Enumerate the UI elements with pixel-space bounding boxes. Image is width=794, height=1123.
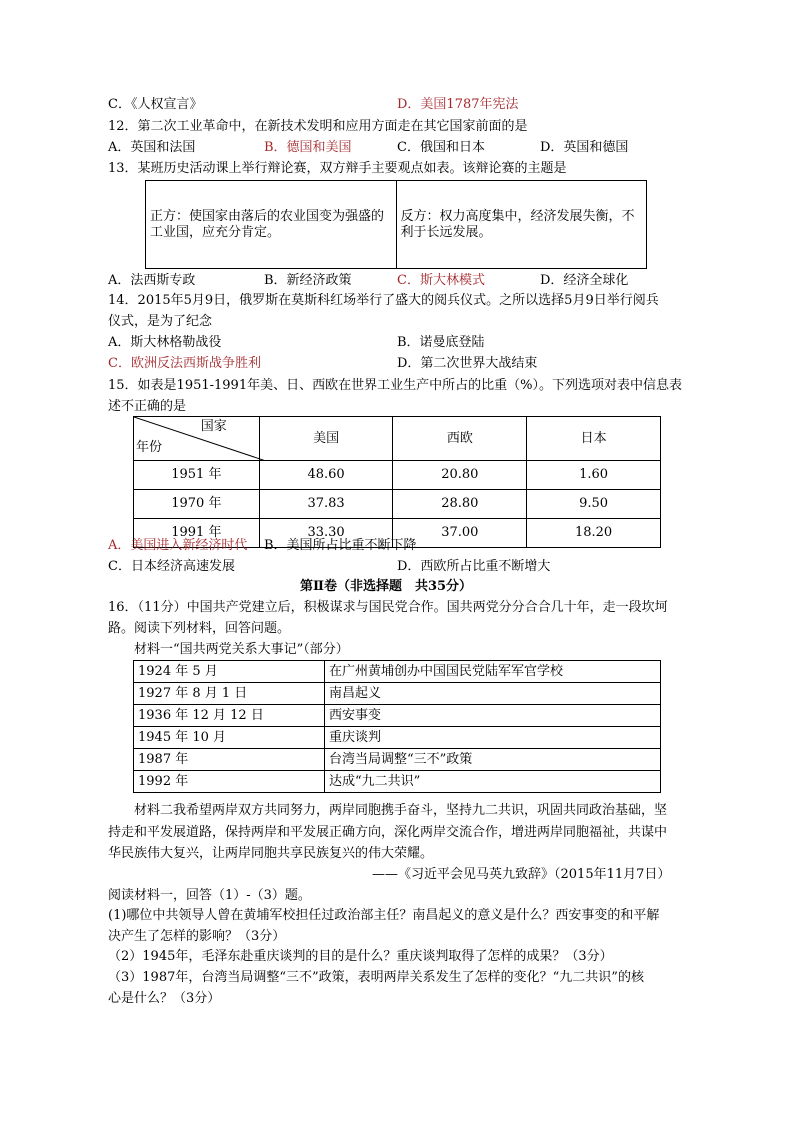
q16-event-date: 1987 年 (134, 749, 325, 771)
q16-sub3-line2: 心是什么？（3分） (108, 991, 221, 1006)
q16-events-table (133, 660, 661, 793)
q15-col-header: 日本 (527, 417, 661, 461)
q15-year-cell: 1991 年 (134, 519, 260, 548)
q13-debate-table (145, 180, 647, 269)
q16-event-date: 1924 年 5 月 (134, 661, 325, 683)
table-row (134, 661, 661, 683)
q15-option-c: C．日本经济高速发展 (108, 559, 235, 574)
q16-event-text: 重庆谈判 (325, 727, 661, 749)
q16-instruction: 阅读材料一，回答（1）-（3）题。 (108, 888, 311, 903)
q16-event-text: 西安事变 (325, 705, 661, 727)
q15-value-cell: 28.80 (393, 490, 527, 519)
q15-value-cell: 37.83 (259, 490, 393, 519)
q15-value-cell: 9.50 (527, 490, 661, 519)
q15-value-cell: 48.60 (259, 461, 393, 490)
q12-option-c: C．俄国和日本 (397, 140, 485, 155)
q16-event-date: 1945 年 10 月 (134, 727, 325, 749)
table-row (134, 461, 661, 490)
q16-stem-line1: 16．（11分）中国共产党建立后，积极谋求与国民党合作。国共两党分分合合几十年，走一段坎坷 (108, 600, 668, 615)
q13-con-line1: 反方：权力高度集中，经济发展失衡，不 (400, 208, 635, 224)
q15-option-a: A．美国进入新经济时代 (108, 538, 248, 553)
q15-corner-top: 国家 (200, 419, 227, 434)
q16-sub2: （2）1945年，毛泽东赴重庆谈判的目的是什么？重庆谈判取得了怎样的成果？（3分） (108, 949, 613, 964)
q15-corner-bottom: 年份 (136, 440, 163, 455)
q16-event-date: 1992 年 (134, 771, 325, 793)
table-row (134, 490, 661, 519)
table-row (134, 727, 661, 749)
section-2-title: 第Ⅱ卷（非选择题 共35分） (300, 579, 473, 594)
q16-event-text: 在广州黄埔创办中国国民党陆军军官学校 (325, 661, 661, 683)
q13-stem: 13．某班历史活动课上举行辩论赛，双方辩手主要观点如表。该辩论赛的主题是 (108, 161, 567, 176)
q15-year-cell: 1951 年 (134, 461, 260, 490)
q15-option-b: B．美国所占比重不断下降 (264, 538, 417, 553)
table-row (134, 749, 661, 771)
q16-event-date: 1936 年 12 月 12 日 (134, 705, 325, 727)
q11-option-c: C．《人权宣言》 (108, 97, 203, 112)
q15-stem-line1: 15．如表是1951-1991年美、日、西欧在世界工业生产中所占的比重（%）。下列选项对表中信息表 (108, 378, 682, 393)
q15-value-cell: 1.60 (527, 461, 661, 490)
q13-option-b: B．新经济政策 (264, 273, 352, 288)
q13-con-line2: 利于长远发展。 (400, 224, 492, 240)
q16-material2-line3: 华民族伟大复兴，让两岸同胞共享民族复兴的伟大荣耀。 (108, 846, 434, 861)
q15-corner-cell (134, 417, 260, 461)
table-row (134, 771, 661, 793)
q15-data-table (133, 416, 661, 548)
q13-pro-line2: 工业国，应充分肯定。 (150, 224, 281, 240)
q16-sub1-line2: 决产生了怎样的影响？（3分） (108, 929, 286, 944)
q13-option-a: A．法西斯专政 (108, 273, 196, 288)
q12-option-b: B．德国和美国 (264, 140, 352, 155)
q16-material2-source: ——《习近平会见马英九致辞》（2015年11月7日） (372, 867, 671, 882)
q13-option-d: D．经济全球化 (540, 273, 629, 288)
q16-event-text: 台湾当局调整“三不”政策 (325, 749, 661, 771)
q16-event-date: 1927 年 8 月 1 日 (134, 683, 325, 705)
q14-option-d: D．第二次世界大战结束 (397, 356, 538, 371)
q16-sub3-line1: （3）1987年，台湾当局调整“三不”政策，表明两岸关系发生了怎样的变化？“九二共识”的核 (108, 970, 644, 985)
q12-option-d: D．英国和德国 (540, 140, 629, 155)
q15-col-header: 美国 (259, 417, 393, 461)
q15-value-cell: 33.30 (259, 519, 393, 548)
q15-option-d: D．西欧所占比重不断增大 (397, 559, 551, 574)
q13-pro-cell (146, 181, 397, 269)
q13-con-cell (396, 181, 647, 269)
q15-year-cell: 1970 年 (134, 490, 260, 519)
q15-value-cell: 20.80 (393, 461, 527, 490)
table-row (134, 705, 661, 727)
q16-event-text: 达成“九二共识” (325, 771, 661, 793)
q16-material1-title: 材料一“国共两党关系大事记”（部分） (134, 642, 349, 657)
q13-pro-line1: 正方：使国家由落后的农业国变为强盛的 (150, 208, 385, 224)
q12-stem: 12．第二次工业革命中，在新技术发明和应用方面走在其它国家前面的是 (108, 119, 528, 134)
q15-value-cell: 37.00 (393, 519, 527, 548)
table-row (134, 683, 661, 705)
q15-value-cell: 18.20 (527, 519, 661, 548)
q14-stem-line1: 14．2015年5月9日，俄罗斯在莫斯科红场举行了盛大的阅兵仪式。之所以选择5月9日举行阅兵 (108, 293, 659, 308)
q14-stem-line2: 仪式，是为了纪念 (108, 314, 213, 329)
q11-option-d: D．美国1787年宪法 (397, 97, 519, 112)
q15-stem-line2: 述不正确的是 (108, 399, 187, 414)
q14-option-a: A．斯大林格勒战役 (108, 335, 222, 350)
q14-option-c: C．欧洲反法西斯战争胜利 (108, 356, 261, 371)
q13-option-c: C．斯大林模式 (397, 273, 485, 288)
q15-col-header: 西欧 (393, 417, 527, 461)
q16-sub1-line1: (1)哪位中共领导人曾在黄埔军校担任过政治部主任？南昌起义的意义是什么？西安事变的和平解 (108, 908, 660, 923)
q14-option-b: B．诺曼底登陆 (397, 335, 485, 350)
q16-stem-line2: 路。阅读下列材料，回答问题。 (108, 621, 291, 636)
q16-material2-line1: 材料二我希望两岸双方共同努力，两岸同胞携手奋斗，坚持九二共识，巩固共同政治基础，坚 (134, 803, 668, 818)
q16-event-text: 南昌起义 (325, 683, 661, 705)
q12-option-a: A．英国和法国 (108, 140, 196, 155)
q16-material2-line2: 持走和平发展道路，保持两岸和平发展正确方向，深化两岸交流合作，增进两岸同胞福祉，共谋中 (108, 825, 668, 840)
